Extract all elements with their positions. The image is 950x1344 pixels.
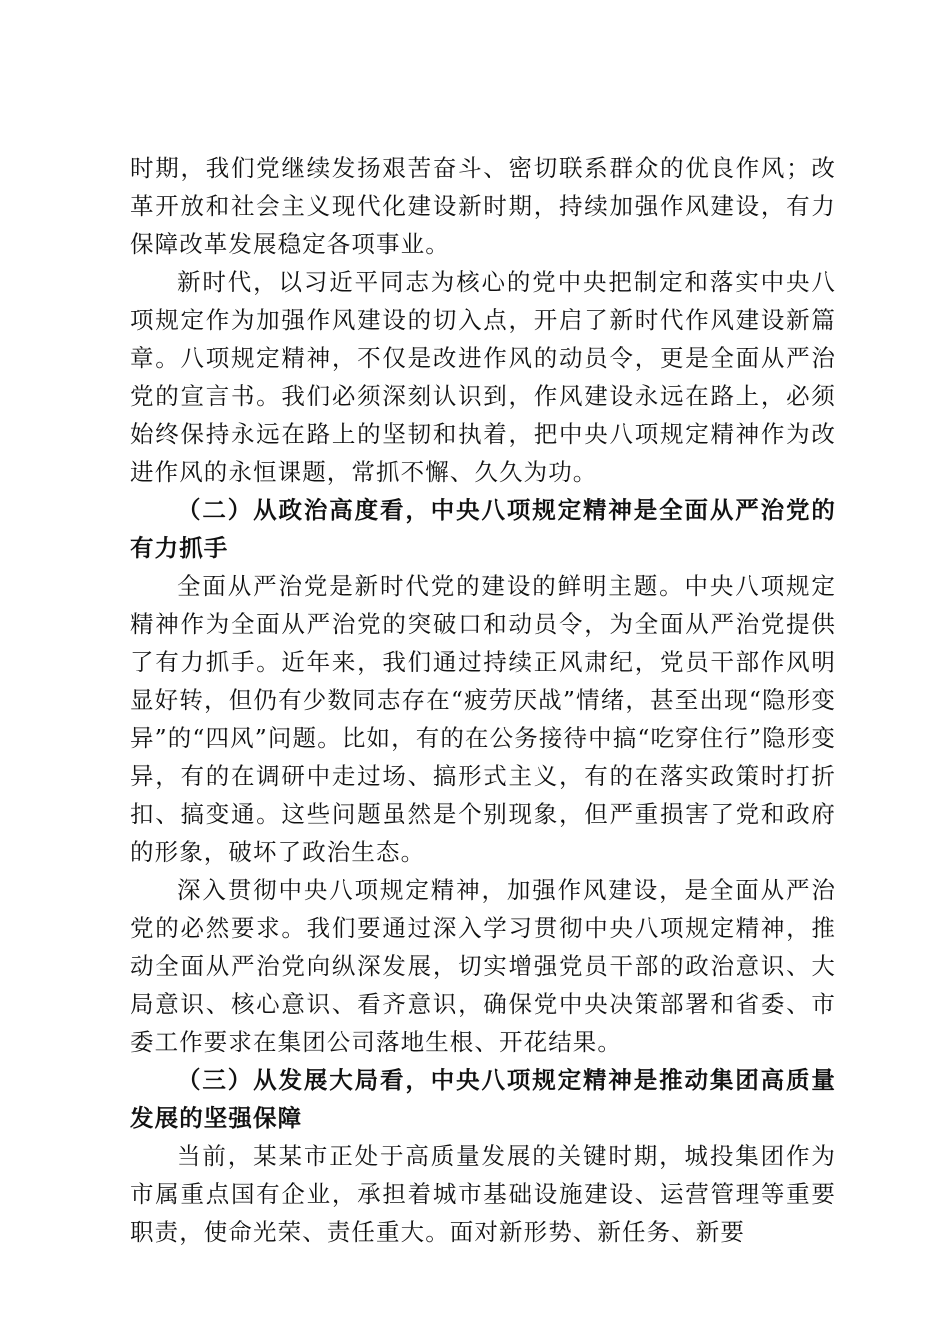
paragraph-implementation: 深入贯彻中央八项规定精神，加强作风建设，是全面从严治党的必然要求。我们要通过深入学习贯彻中央八项规定精神，推动全面从严治党向纵深发展，切实增强党员干部的政治意识、大局意识、核心意识、看齐意识，确保党中央决策部署和省委、市委工作要求在集团公司落地生根、开花结果。 bbox=[130, 876, 836, 1056]
section-heading-2: （二）从政治高度看，中央八项规定精神是全面从严治党的有力抓手 bbox=[130, 496, 836, 562]
paragraph-new-era: 新时代，以习近平同志为核心的党中央把制定和落实中央八项规定作为加强作风建设的切入点，开启了新时代作风建设新篇章。八项规定精神，不仅是改进作风的动员令，更是全面从严治党的宣言书。我们必须深刻认识到，作风建设永远在路上，必须始终保持永远在路上的坚韧和执着，把中央八项规定精神作为改进作风的永恒课题，常抓不懈、久久为功。 bbox=[130, 268, 836, 486]
paragraph-party-governance: 全面从严治党是新时代党的建设的鲜明主题。中央八项规定精神作为全面从严治党的突破口和动员令，为全面从严治党提供了有力抓手。近年来，我们通过持续正风肃纪，党员干部作风明显好转，但仍有少数同志存在“疲劳厌战”情绪，甚至出现“隐形变异”的“四风”问题。比如，有的在公务接待中搞“吃穿住行”隐形变异，有的在调研中走过场、搞形式主义，有的在落实政策时打折扣、搞变通。这些问题虽然是个别现象，但严重损害了党和政府的形象，破坏了政治生态。 bbox=[130, 572, 836, 866]
paragraph-development: 当前，某某市正处于高质量发展的关键时期，城投集团作为市属重点国有企业，承担着城市基础设施建设、运营管理等重要职责，使命光荣、责任重大。面对新形势、新任务、新要 bbox=[130, 1142, 836, 1246]
document-body bbox=[130, 149, 836, 1251]
section-heading-3: （三）从发展大局看，中央八项规定精神是推动集团高质量发展的坚强保障 bbox=[130, 1066, 836, 1132]
paragraph-continuation: 时期，我们党继续发扬艰苦奋斗、密切联系群众的优良作风；改革开放和社会主义现代化建设新时期，持续加强作风建设，有力保障改革发展稳定各项事业。 bbox=[130, 154, 836, 258]
